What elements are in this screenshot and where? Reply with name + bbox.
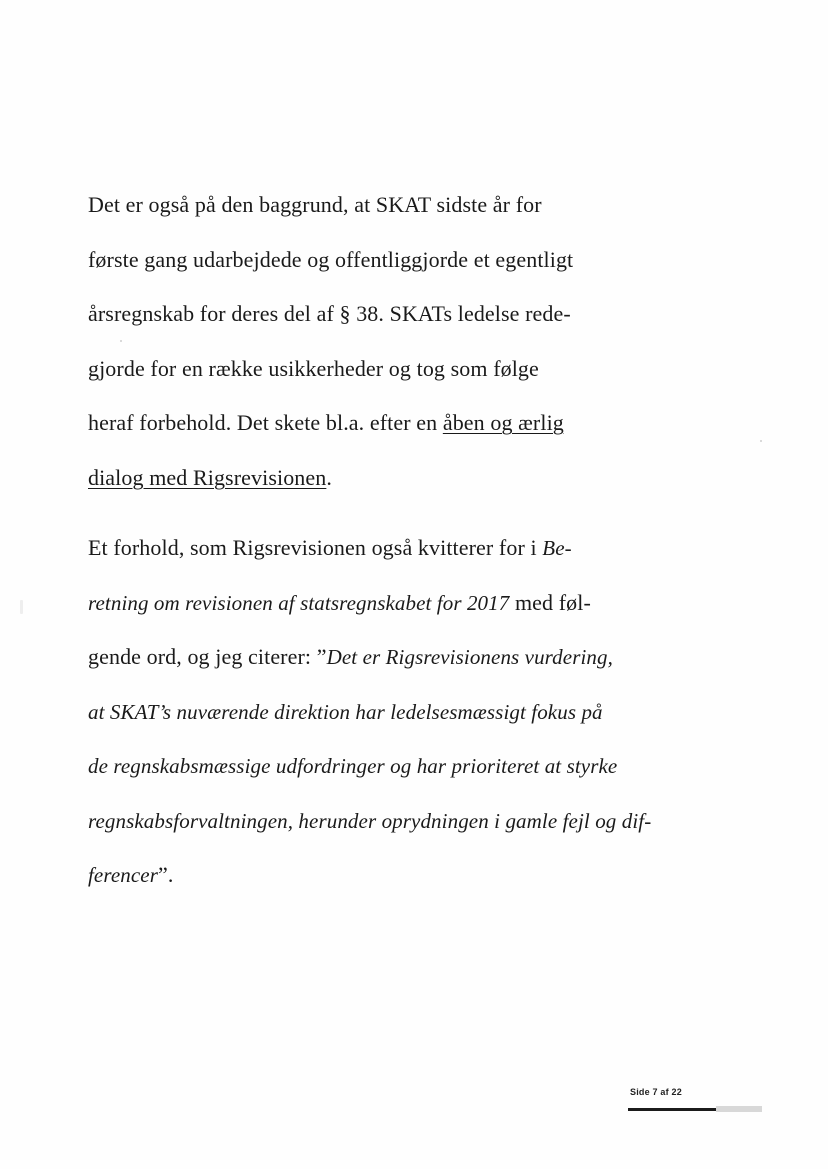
document-body xyxy=(88,178,652,903)
footer-bar xyxy=(628,1106,762,1112)
page-footer xyxy=(628,1087,762,1112)
underlined-text: åben og ærlig xyxy=(442,410,564,435)
text-span: heraf forbehold. Det skete bl.a. efter en xyxy=(88,410,443,435)
text-line xyxy=(88,233,608,288)
text-line xyxy=(88,396,608,451)
text-span: første gang udarbejdede og offentliggjorde et egentligt xyxy=(88,246,574,272)
italic-text: Det er Rigsrevisionens vurdering, xyxy=(326,645,613,669)
text-line xyxy=(88,342,608,397)
text-line xyxy=(88,451,608,506)
text-line xyxy=(88,521,608,576)
italic-text: de regnskabsmæssige udfordringer og har prioriteret at styrke xyxy=(88,754,618,778)
footer-bar-dark xyxy=(628,1108,716,1111)
scan-speck xyxy=(760,440,762,442)
text-line xyxy=(88,178,608,233)
text-span: gende ord, og jeg citerer: ” xyxy=(88,644,327,669)
text-span: Det er også på den baggrund, at SKAT sidste år for xyxy=(88,192,542,217)
italic-text: regnskabsforvaltningen, herunder oprydningen i gamle fejl og dif- xyxy=(88,808,652,833)
scan-speck xyxy=(20,600,23,614)
italic-text: at SKAT’s nuværende direktion har ledelsesmæssigt fokus på xyxy=(88,699,603,724)
text-span: med føl- xyxy=(509,589,591,615)
text-span: Et forhold, som Rigsrevisionen også kvitterer for i xyxy=(88,535,543,560)
text-line xyxy=(88,630,613,685)
text-span: . xyxy=(326,464,332,490)
italic-text: retning om revisionen af statsregnskabet for 2017 xyxy=(88,590,510,615)
text-line xyxy=(88,287,608,342)
paragraph-2 xyxy=(88,521,652,903)
text-span: gjorde for en række usikkerheder og tog som følge xyxy=(88,355,539,381)
text-span: årsregnskab for deres del af § 38. SKATs ledelse rede- xyxy=(88,301,571,326)
footer-bar-light xyxy=(716,1106,762,1112)
text-line xyxy=(88,794,652,849)
text-span: ”. xyxy=(157,862,174,887)
italic-text: ferencer xyxy=(88,863,158,887)
italic-text: Be- xyxy=(542,536,572,560)
page-number: Side 7 af 22 xyxy=(630,1087,682,1097)
paragraph-1 xyxy=(88,178,608,505)
scan-speck xyxy=(120,340,122,342)
text-line xyxy=(88,739,618,794)
text-line xyxy=(88,576,608,631)
text-line xyxy=(88,848,608,903)
text-line xyxy=(88,685,608,740)
underlined-text: dialog med Rigsrevisionen xyxy=(88,464,327,490)
